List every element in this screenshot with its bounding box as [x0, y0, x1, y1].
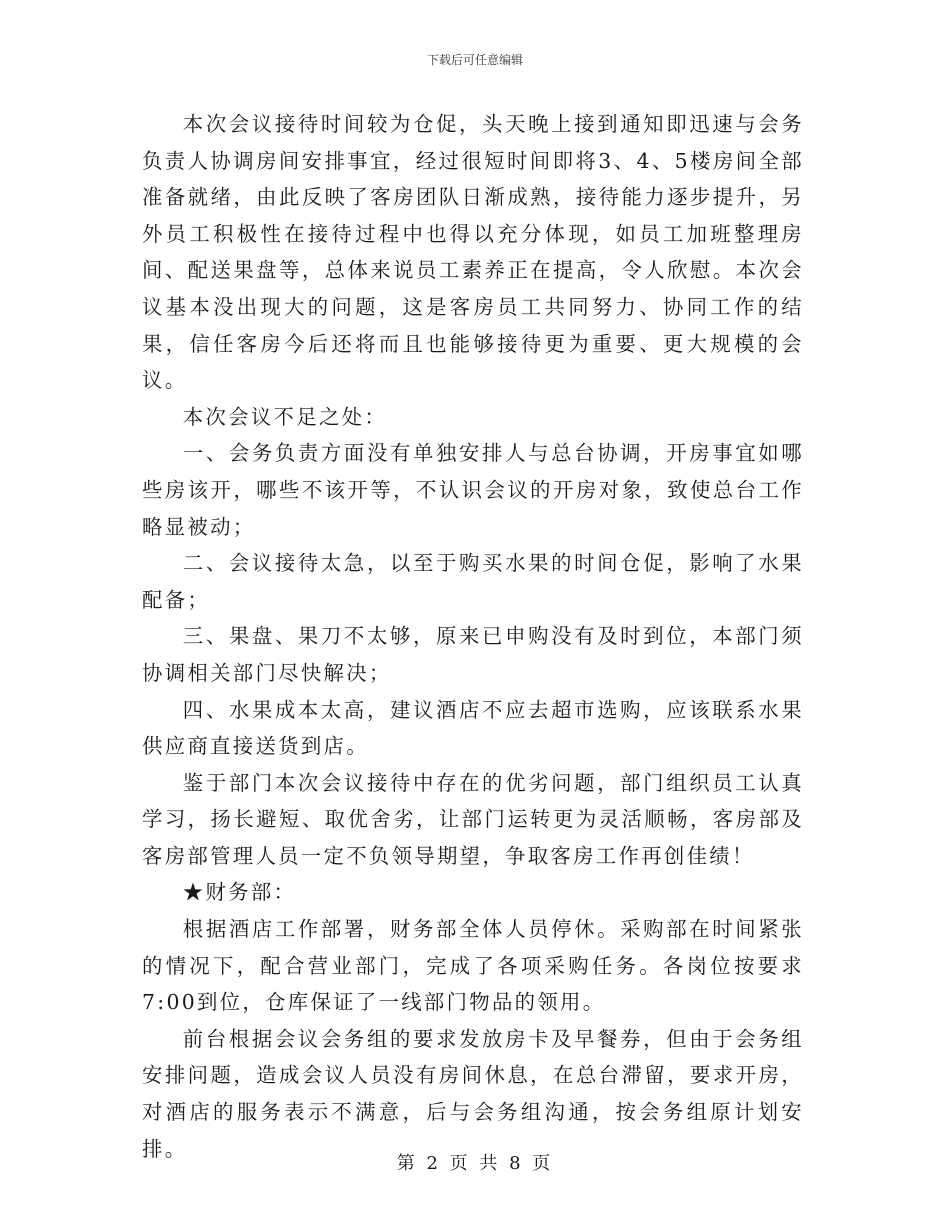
section-heading-finance: ★财务部： — [182, 880, 297, 905]
paragraph-improvement: 鉴于部门本次会议接待中存在的优劣问题，部门组织员工认真学习，扬长避短、取优舍劣，让部门运转更为灵活顺畅，客房部及客房部管理人员一定不负领导期望，争取客房工作再创佳绩！ — [142, 770, 804, 868]
paragraph-shortcoming-2: 二、会议接待太急，以至于购买水果的时间仓促，影响了水果配备； — [142, 551, 804, 612]
paragraph-finance-work: 根据酒店工作部署，财务部全体人员停休。采购部在时间紧张的情况下，配合营业部门，完成了各项采购任务。各岗位按要求7:00到位，仓库保证了一线部门物品的领用。 — [142, 917, 804, 1015]
paragraph-shortcoming-3: 三、果盘、果刀不太够，原来已申购没有及时到位，本部门须协调相关部门尽快解决； — [142, 624, 804, 685]
paragraph-housekeeping-summary: 本次会议接待时间较为仓促，头天晚上接到通知即迅速与会务负责人协调房间安排事宜，经过很短时间即将3、4、5楼房间全部准备就绪，由此反映了客房团队日渐成熟，接待能力逐步提升，另外员工积极性在接待过程中也得以充分体现，如员工加班整理房间、配送果盘等，总体来说员工素养正在提高，令人欣慰。本次会议基本没出现大的问题，这是客房员工共同努力、协同工作的结果，信任客房今后还将而且也能够接待更为重要、更大规模的会议。 — [142, 112, 804, 393]
paragraph-shortcoming-1: 一、会务负责方面没有单独安排人与总台协调，开房事宜如哪些房该开，哪些不该开等，不认识会议的开房对象，致使总台工作略显被动； — [142, 441, 804, 539]
paragraph-shortcoming-4: 四、水果成本太高，建议酒店不应去超市选购，应该联系水果供应商直接送货到店。 — [142, 697, 804, 759]
page-number: 第 2 页 共 8 页 — [396, 1153, 554, 1174]
page-header: 下载后可任意编辑 — [426, 53, 523, 67]
document-body — [142, 106, 804, 1167]
paragraph-shortcomings-heading: 本次会议不足之处： — [182, 404, 388, 429]
paragraph-front-desk: 前台根据会议会务组的要求发放房卡及早餐券，但由于会务组安排问题，造成会议人员没有房间休息，在总台滞留，要求开房，对酒店的服务表示不满意，后与会务组沟通，按会务组原计划安排。 — [142, 1026, 804, 1161]
